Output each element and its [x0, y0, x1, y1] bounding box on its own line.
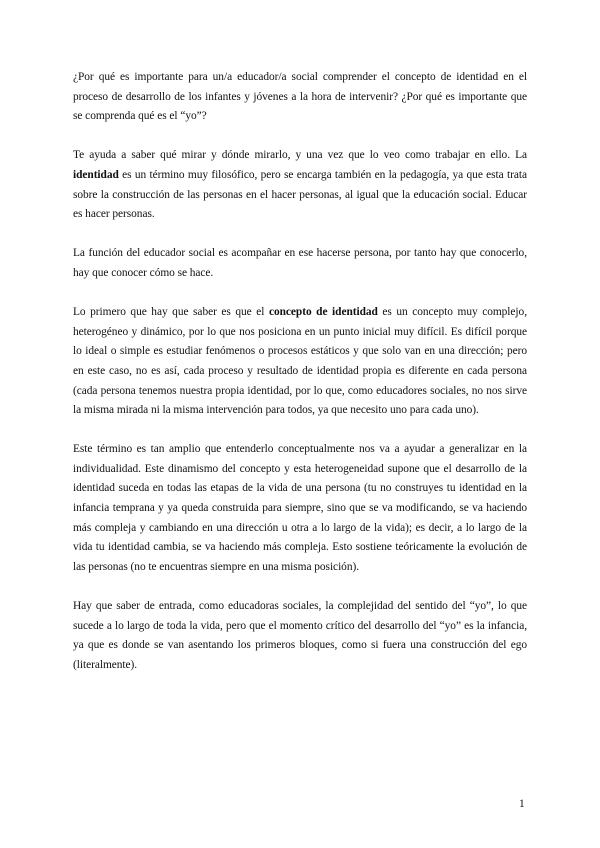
paragraph-text: Lo primero que hay que saber es que el: [73, 306, 269, 319]
paragraph-question: ¿Por qué es importante para un/a educador/a social comprender el concepto de identidad en el proceso de desarrollo de los infantes y jóvenes a la hora de intervenir? ¿Por qué es importante que se comprenda qué es el “yo”?: [73, 71, 527, 123]
paragraph-yo-complexity: Hay que saber de entrada, como educadoras sociales, la complejidad del sentido del “yo”, lo que sucede a lo largo de toda la vida, pero que el momento crítico del desarrollo del “yo” es la infancia, ya que es donde se van asentando los primeros bloques, como si fuera una construcción del ego (literalmente).: [73, 600, 527, 671]
bold-term-concepto-de-identidad: concepto de identidad: [268, 306, 378, 319]
paragraph-text: Te ayuda a saber qué mirar y dónde mirarlo, y una vez que lo veo como trabajar en ello. La: [73, 149, 527, 162]
bold-term-identidad: identidad: [73, 168, 119, 181]
paragraph-text: es un término muy filosófico, pero se encarga también en la pedagogía, ya que esta trata sobre la construcción de las personas en el hacer personas, al igual que la educación social. Educar es hacer personas.: [73, 168, 527, 221]
page-number: 1: [519, 798, 525, 810]
paragraph-term-scope: Este término es tan amplio que entenderlo conceptualmente nos va a ayudar a generalizar en la individualidad. Este dinamismo del concepto y esta heterogeneidad supone que el desarrollo de la identidad suceda en todas las etapas de la vida de una persona (tu no construyes tu identidad en la infancia temprana y ya queda construida para siempre, sino que se va modificando, se va haciendo más compleja y cambiando en una dirección u otra a lo largo de la vida); es decir, a lo largo de la vida tu identidad cambia, se va haciendo más compleja. Esto sostiene teóricamente la evolución de las personas (no te encuentras siempre en una misma posición).: [73, 443, 527, 573]
paragraph-educator-role: La función del educador social es acompañar en ese hacerse persona, por tanto hay que conocerlo, hay que conocer cómo se hace.: [73, 247, 527, 279]
document-body: [73, 68, 527, 695]
paragraph-identity-concept: [73, 303, 527, 421]
paragraph-identity-intro: [73, 146, 527, 224]
paragraph-text: es un concepto muy complejo, heterogéneo y dinámico, por lo que nos posiciona en un punto inicial muy difícil. Es difícil porque lo ideal o simple es estudiar fenómenos o procesos estáticos y que solo van en una dirección; pero en este caso, no es así, cada proceso y resultado de identidad propia es diferente en cada persona (cada persona tenemos nuestra propia identidad, por lo que, como educadores sociales, no nos sirve la misma mirada ni la misma intervención para todos, ya que necesito uno para cada uno).: [73, 306, 527, 417]
